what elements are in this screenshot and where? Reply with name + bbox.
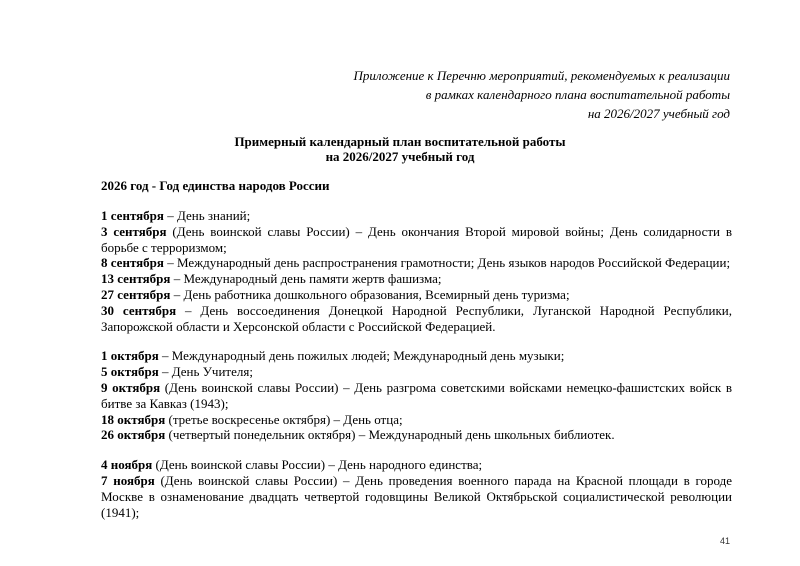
appendix-note bbox=[170, 66, 730, 123]
entry-date: 9 октября bbox=[101, 379, 161, 395]
title-line-2: на 2026/2027 учебный год bbox=[325, 149, 475, 164]
calendar-entry bbox=[101, 303, 732, 335]
entry-date: 3 сентября bbox=[101, 223, 167, 239]
section-gap bbox=[101, 334, 732, 348]
september-section bbox=[101, 208, 732, 334]
calendar-entry bbox=[101, 348, 732, 364]
calendar-entry bbox=[101, 380, 732, 412]
appendix-line-1: Приложение к Перечню мероприятий, рекомендуемых к реализации bbox=[353, 68, 730, 83]
document-title bbox=[0, 134, 800, 164]
entry-text: – День знаний; bbox=[163, 208, 251, 223]
calendar-entry bbox=[101, 473, 732, 520]
october-section bbox=[101, 348, 732, 443]
entry-date: 27 сентября bbox=[101, 286, 171, 302]
entry-date: 8 сентября bbox=[101, 255, 164, 271]
entry-text: – День воссоединения Донецкой Народной Республики, Луганской Народной Республики, Запорожской области и Херсонской области с Российской Федерацией. bbox=[101, 302, 732, 334]
entry-text: – День работника дошкольного образования, Всемирный день туризма; bbox=[170, 286, 570, 302]
entry-date: 26 октября bbox=[101, 427, 166, 443]
section-gap bbox=[101, 443, 732, 457]
entry-text: – Международный день пожилых людей; Международный день музыки; bbox=[158, 348, 565, 364]
entry-text: – Международный день распространения грамотности; День языков народов Российской Федерации; bbox=[163, 255, 731, 271]
title-line-1: Примерный календарный план воспитательной работы bbox=[234, 134, 566, 149]
calendar-body bbox=[101, 208, 732, 520]
entry-date: 5 октября bbox=[101, 364, 159, 380]
entry-text: (четвертый понедельник октября) – Международный день школьных библиотек. bbox=[165, 427, 615, 443]
year-heading: 2026 год - Год единства народов России bbox=[101, 178, 330, 193]
entry-date: 7 ноября bbox=[101, 472, 155, 488]
entry-date: 1 октября bbox=[101, 348, 159, 364]
calendar-entry bbox=[101, 224, 732, 256]
calendar-entry bbox=[101, 457, 732, 473]
entry-text: (третье воскресенье октября) – День отца; bbox=[165, 411, 403, 427]
entry-text: (День воинской славы России) – День окончания Второй мировой войны; День солидарности в борьбе с терроризмом; bbox=[101, 223, 733, 255]
entry-text: – День Учителя; bbox=[158, 364, 253, 380]
calendar-entry bbox=[101, 412, 732, 428]
entry-text: (День воинской славы России) – День народного единства; bbox=[152, 457, 483, 473]
entry-date: 1 сентября bbox=[101, 208, 164, 223]
calendar-entry bbox=[101, 287, 732, 303]
entry-date: 4 ноября bbox=[101, 457, 153, 473]
entry-text: (День воинской славы России) – День проведения военного парада на Красной площади в городе Москве в ознаменование двадцать четвертой годовщины Великой Октябрьской социалистической революции (1941); bbox=[101, 472, 732, 520]
calendar-entry bbox=[101, 255, 732, 271]
entry-text: (День воинской славы России) – День разгрома советскими войсками немецко-фашистских войск в битве за Кавказ (1943); bbox=[101, 379, 732, 411]
entry-text: – Международный день памяти жертв фашизма; bbox=[170, 271, 442, 287]
page-number: 41 bbox=[719, 536, 730, 546]
calendar-entry bbox=[101, 271, 732, 287]
appendix-line-3: на 2026/2027 учебный год bbox=[587, 106, 730, 121]
entry-date: 30 сентября bbox=[101, 302, 177, 318]
calendar-entry bbox=[101, 208, 732, 224]
appendix-line-2: в рамках календарного плана воспитательной работы bbox=[425, 87, 730, 102]
entry-date: 13 сентября bbox=[101, 271, 171, 287]
november-section bbox=[101, 457, 732, 520]
calendar-entry bbox=[101, 364, 732, 380]
calendar-entry bbox=[101, 427, 732, 443]
entry-date: 18 октября bbox=[101, 411, 166, 427]
